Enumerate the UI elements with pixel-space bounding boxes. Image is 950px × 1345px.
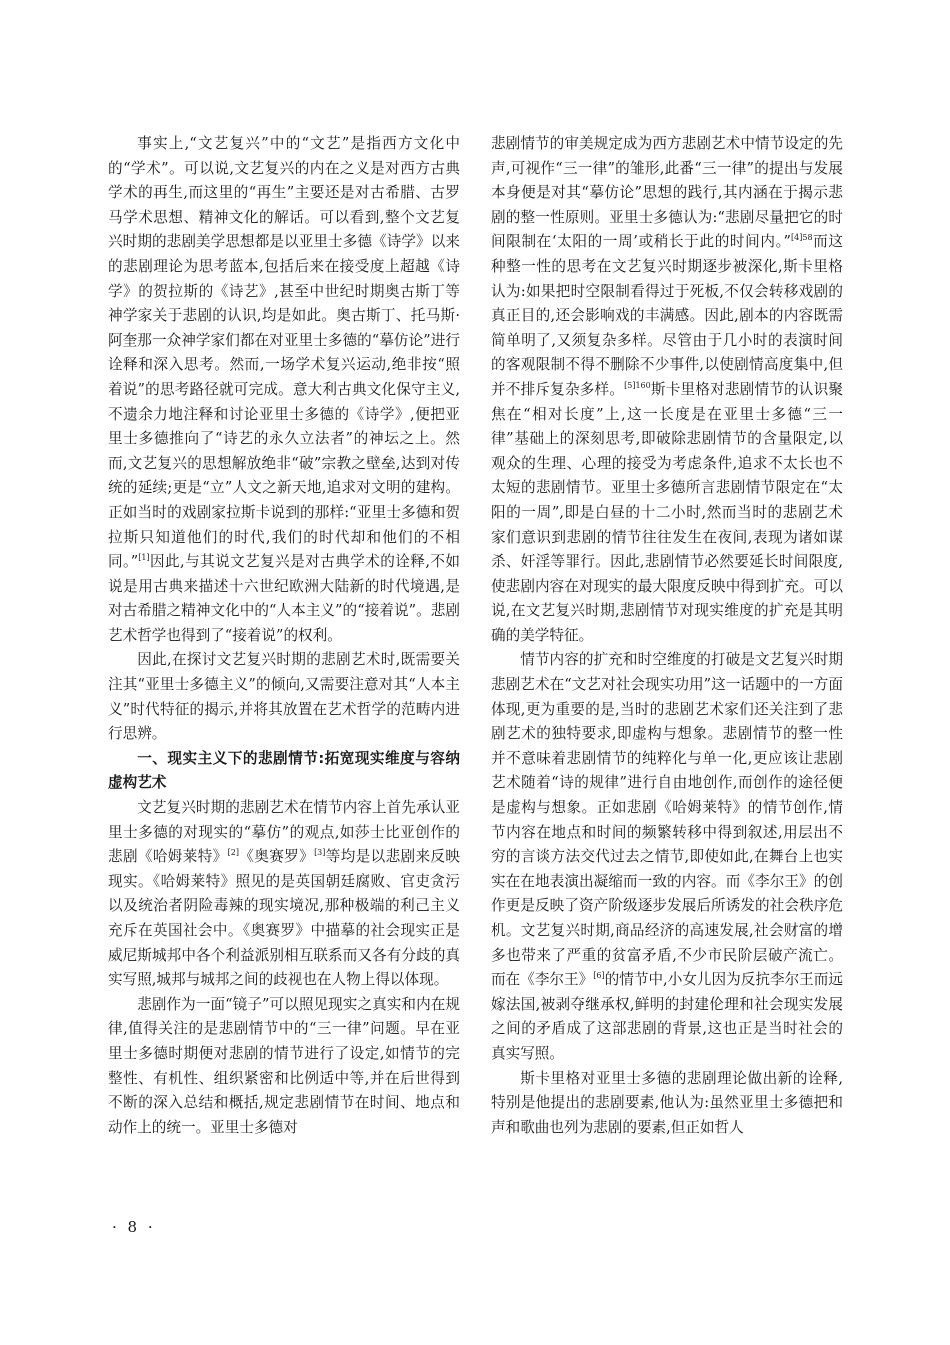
text-run: 文艺复兴时期的悲剧艺术在情节内容上首先承认亚里士多德的对现实的“摹仿”的观点,如莎士比亚创作的悲剧《哈姆莱特》 xyxy=(108,799,460,866)
citation-ref: [2] xyxy=(227,848,239,858)
paragraph xyxy=(491,648,843,1066)
text-run: 斯卡里格对悲剧情节的认识聚焦在“相对长度”上,这一长度是在亚里士多德“三一律”基础上的深刻思考,即破除悲剧情节的含量限定,以观众的生理、心理的接受为考虑条件,追求不太长也不太短的悲剧情节。亚里士多德所言悲剧情节限定在“太阳的一周”,即是白昼的十二小时,然而当时的悲剧艺术家们意识到悲剧的情节往往发生在夜间,表现为诸如谋杀、奸淫等罪行。因此,悲剧情节必然要延长时间限度,使悲剧内容在对现实的最大限度反映中得到扩充。可以说,在文艺复兴时期,悲剧情节对现实维度的扩充是其明确的美学特征。 xyxy=(491,380,843,644)
paragraph xyxy=(108,132,460,648)
citation-ref: [5]160 xyxy=(624,381,651,391)
section-heading xyxy=(108,747,460,796)
paragraph xyxy=(491,1067,843,1141)
right-column xyxy=(491,132,843,1140)
text-run: 斯卡里格对亚里士多德的悲剧理论做出新的诠释,特别是他提出的悲剧要素,他认为:虽然亚里士多德把和声和歌曲也列为悲剧的要素,但正如哲人 xyxy=(491,1069,843,1136)
paragraph xyxy=(491,132,843,648)
text-run: 而这种整一性的思考在文艺复兴时期逐步被深化,斯卡里格认为:如果把时空限制看得过于死板,不仅会转移戏剧的真正目的,还会影响戏的丰满感。因此,剧本的内容既需简单明了,又须复杂多样。尽管由于几小时的表演时间的客观限制不得不删除不少事件,以使剧情高度集中,但并不排斥复杂多样。 xyxy=(491,233,843,398)
text-run: 一、现实主义下的悲剧情节:拓宽现实维度与容纳虚构艺术 xyxy=(108,749,460,792)
text-run: 《奥赛罗》 xyxy=(238,848,315,866)
text-run: 因此,与其说文艺复兴是对古典学术的诠释,不如说是用古典来描述十六世纪欧洲大陆新的时代境遇,是对古希腊之精神文化中的“人本主义”的“接着说”。悲剧艺术哲学也得到了“接着说”的权利。 xyxy=(108,553,460,644)
paragraph xyxy=(108,648,460,746)
citation-ref: [6] xyxy=(593,971,605,981)
text-run: 悲剧作为一面“镜子”可以照见现实之真实和内在规律,值得关注的是悲剧情节中的“三一律”问题。早在亚里士多德时期便对悲剧的情节进行了设定,如情节的完整性、有机性、组织紧密和比例适中等,并在后世得到不断的深入总结和概括,规定悲剧情节在时间、地点和动作上的统一。亚里士多德对 xyxy=(108,995,460,1136)
citation-ref: [4]58 xyxy=(791,233,813,243)
citation-ref: [1] xyxy=(138,553,150,563)
citation-ref: [3] xyxy=(314,848,326,858)
paragraph xyxy=(108,796,460,993)
text-run: 情节内容的扩充和时空维度的打破是文艺复兴时期悲剧艺术在“文艺对社会现实功用”这一话题中的一方面体现,更为重要的是,当时的悲剧艺术家们还关注到了悲剧艺术的独特要求,即虚构与想象。悲剧情节的整一性并不意味着悲剧情节的纯粹化与单一化,更应该让悲剧艺术随着“诗的规律”进行自由地创作,而创作的途径便是虚构与想象。正如悲剧《哈姆莱特》的情节创作,情节内容在地点和时间的频繁转移中得到叙述,用层出不穷的言谈方法交代过去之情节,即使如此,在舞台上也实实在在地表演出凝缩而一致的内容。而《李尔王》的创作更是反映了资产阶级逐步发展后所诱发的社会秩序危机。文艺复兴时期,商品经济的高速发展,社会财富的增多也带来了严重的贫富矛盾,不少市民阶层破产流亡。而在《李尔王》 xyxy=(491,651,843,989)
text-run: 悲剧情节的审美规定成为西方悲剧艺术中情节设定的先声,可视作“三一律”的雏形,此番“三一律”的提出与发展本身便是对其“摹仿论”思想的践行,其内涵在于揭示悲剧的整一性原则。亚里士多德认为:“悲剧尽量把它的时间限制在‘太阳的一周’或稍长于此的时间内。” xyxy=(491,135,843,251)
text-run: 的情节中,小女儿因为反抗李尔王而远嫁法国,被剥夺继承权,鲜明的封建伦理和社会现实发展之间的矛盾成了这部悲剧的背景,这也正是当时社会的真实写照。 xyxy=(491,971,843,1062)
page-number: · 8 · xyxy=(112,1218,156,1236)
text-run: 等均是以悲剧来反映现实。《哈姆莱特》照见的是英国朝廷腐败、官吏贪污以及统治者阴险毒辣的现实境况,那种极端的利己主义充斥在英国社会中。《奥赛罗》中描摹的社会现实正是威尼斯城邦中各个利益派别相互联系而又各有分歧的真实写照,城邦与城邦之间的歧视也在人物上得以体现。 xyxy=(108,848,460,989)
paragraph xyxy=(108,993,460,1141)
left-column xyxy=(108,132,460,1140)
text-run: 事实上,“文艺复兴”中的“文艺”是指西方文化中的“学术”。可以说,文艺复兴的内在之义是对西方古典学术的再生,而这里的“再生”主要还是对古希腊、古罗马学术思想、精神文化的解话。可以看到,整个文艺复兴时期的悲剧美学思想都是以亚里士多德《诗学》以来的悲剧理论为思考蓝本,包括后来在接受度上超越《诗学》的贺拉斯的《诗艺》,甚至中世纪时期奥古斯丁等神学家关于悲剧的认识,均是如此。奥古斯丁、托马斯·阿奎那一众神学家们都在对亚里士多德的“摹仿论”进行诠释和深入思考。然而,一场学术复兴运动,绝非按“照着说”的思考路径就可完成。意大利古典文化保守主义,不遗余力地注释和讨论亚里士多德的《诗学》,便把亚里士多德推向了“诗艺的永久立法者”的神坛之上。然而,文艺复兴的思想解放绝非“破”宗教之壁垒,达到对传统的延续;更是“立”人文之新天地,追求对文明的建构。正如当时的戏剧家拉斯卡说到的那样:“亚里士多德和贺拉斯只知道他们的时代,我们的时代却和他们的不相同。” xyxy=(108,135,460,571)
text-run: 因此,在探讨文艺复兴时期的悲剧艺术时,既需要关注其“亚里士多德主义”的倾向,又需要注意对其“人本主义”时代特征的揭示,并将其放置在艺术哲学的范畴内进行思辨。 xyxy=(108,651,460,743)
